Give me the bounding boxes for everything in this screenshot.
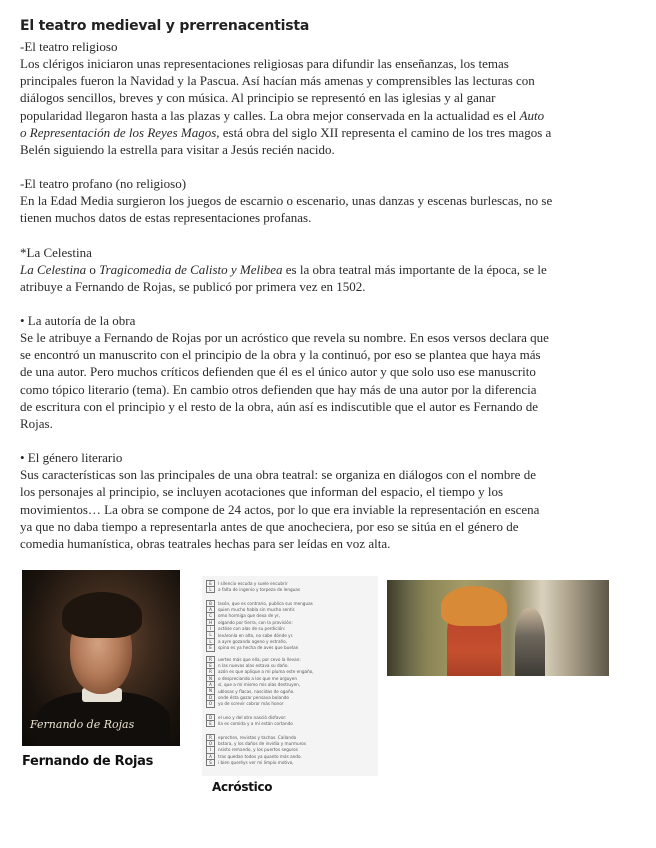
text-line: Los clérigos iniciaron unas representaciones religiosas para difundir las enseñanzas, los temas [20,56,509,71]
portrait-hair-shape [62,592,142,638]
acrostic-letter: C [206,612,215,619]
text-line: diálogos sencillos, breves y con música. Al principio se representó en las iglesias y al ganar [20,90,496,106]
acrostic-verse: lasón, que es contrario, publica sus menguas [218,600,313,606]
acrostic-row [206,669,314,675]
acrostic-letter: N [206,687,215,694]
text-line: es la obra teatral más importante de la época, se le [282,261,547,277]
acrostic-letter: E [206,644,215,651]
acrostic-letter: A [206,753,215,760]
acrostic-letter: D [206,694,215,701]
acrostic-row [206,740,306,746]
acrostic-verse: bstara, y los daños de invidia y murmuros [218,741,307,747]
connector-text: o [86,261,100,277]
text-line: de una autor. Pero muchos críticos defienden que él es el único autor y que solo uso ese manuscrito [20,364,536,380]
acrostic-row [206,586,300,592]
acrostic-letter: A [206,606,215,613]
painting-hair [441,586,507,626]
acrostic-letter: D [206,714,215,721]
portrait-image [22,570,180,746]
acrostic-verse: omo hormiga que dexa de yr, [218,613,281,619]
acrostic-verse: a falta de ingenio y torpeza de lenguas [218,587,301,593]
acrostic-verse: n las nuevas alas estava su daño. [218,663,289,669]
acrostic-verse: i bien queréys ver mi limpio motivo, [218,760,294,766]
acrostic-letter: B [206,600,215,607]
acrostic-letter: I [206,746,215,753]
acrostic-verse: azón es que aplique a mi pluma este engaño, [218,669,314,675]
acrostic-letter: E [206,662,215,669]
acrostic-block [206,580,300,593]
text-line: movimientos… La obra se compone de 24 actos, por lo que era inviable la representación en escena [20,501,540,517]
acrostic-caption: Acróstico [212,780,273,794]
acrostic-block [206,734,306,766]
acrostic-row [206,760,306,766]
acrostic-letter: L [206,586,215,593]
acrostic-verse: sí, que a mí mismo mis alas destruyen, [218,682,301,688]
paragraph-genero [20,466,636,552]
acrostic-letter: E [206,580,215,587]
acrostic-row [206,701,314,707]
acrostic-letter: N [206,675,215,682]
acrostic-verse: onde ésta gozar pensava bolando [218,695,289,701]
celestina-title: La Celestina [20,261,87,277]
section-heading-religioso: -El teatro religioso [20,39,118,54]
acrostic-image [202,576,378,776]
acrostic-letter: L [206,638,215,645]
text-line: En la Edad Media surgieron los juegos de escarnio o escenario, unas danzas y escenas burlescas, no se [20,193,553,209]
text-line: está obra del siglo XII representa el camino de los tres magos a [219,124,552,140]
acrostic-block [206,656,314,707]
acrostic-verse: leváronla en alto, no sabe dónde yr. [218,632,294,638]
acrostic-verse: tras quedan todos ya quanto más ando. [218,753,302,759]
acrostic-letter: L [206,631,215,638]
text-line: tienen muchos datos de estas representaciones profanas. [20,210,312,226]
acrostic-row [206,714,293,720]
acrostic-row [206,600,313,606]
text-line: Rojas. [20,416,53,432]
acrostic-verse: quien mucho habla sin mucho sentir. [218,607,296,613]
text-line: se encontró un manuscrito con el principio de la obra y la continuó, por eso se plantea que haya más [20,347,541,363]
acrostic-verse: actóse con alas de su perdición: [218,626,286,632]
text-line: de escritura con el principio y el resto de la obra, aún así es indiscutible que el autor es Fernando de [20,398,539,414]
acrostic-letter: H [206,619,215,626]
acrostic-verse: l silencio escuda y suele encubrir [218,580,288,586]
portrait-signature: Fernando de Rojas [30,718,135,731]
acrostic-row [206,580,300,586]
acrostic-verse: yo de screvir cobrar más honor [218,701,284,707]
document-body [20,18,636,552]
acrostic-letter: E [206,720,215,727]
acrostic-verse: olgando por tierra, con la provisión: [218,619,293,625]
acrostic-verse: o despreciando a los que me arguyen [218,675,297,681]
acrostic-letter: S [206,759,215,766]
acrostic-block [206,714,293,727]
text-line: comedia humanística, obras teatrales hechas para ser leídas en voz alta. [20,536,391,552]
paragraph-profano [20,192,636,226]
acrostic-letter: A [206,681,215,688]
paragraph-religioso: Los clérigos iniciaron unas representaciones religiosas para difundir las enseñanzas, los temas principales fueron la Navidad y la Pascua. Así hacían más amenas y comprensibles las lecturas con diálogos sencillos, breves y con música. Al principio se representó en las iglesias y al ganar popularidad llegaron hasta a las plazas y calles. La obra mejor conservada en la actualidad es el Auto o Representación de los Reyes Magos, está obra del siglo XII representa el camino de los tres magos a Belén siguiendo la estrella para visitar a Jesús recién nacido. [20,56,552,158]
acrostic-letter: R [206,668,215,675]
acrostic-letter: R [206,734,215,741]
paragraph-autoria [20,329,636,432]
section-heading-autoria: • La autoría de la obra [20,313,136,329]
text-line: principales fueron la Navidad y la Pascua. Así hacían más amenas y comprensibles las lecturas con [20,73,535,89]
celestina-painting [387,580,609,676]
document-title: El teatro medieval y prerrenacentista [20,18,310,34]
acrostic-verse: uertes más que ella, por cevo la llevan: [218,656,301,662]
section-heading-profano: -El teatro profano (no religioso) [20,176,187,192]
auto-word: Auto [519,107,545,123]
text-line: atribuye a Fernando de Rojas, se publicó por primera vez en 1502. [20,278,366,294]
acrostic-letter: I [206,625,215,632]
portrait-caption: Fernando de Rojas [22,754,154,769]
acrostic-block [206,600,313,651]
acrostic-row [206,747,306,753]
acrostic-letter: O [206,740,215,747]
acrostic-row [206,734,306,740]
acrostic-verse: a ayre gozando ageno y estraño, [218,639,288,645]
auto-title: o Representación de los Reyes Magos [20,124,217,140]
tragicomedia-title: Tragicomedia de Calisto y Melibea [99,261,283,277]
acrostic-letter: R [206,656,215,663]
text-line: Sus características son las principales de una obra teatral: se organiza en diálogos con el nombre de [20,467,536,483]
acrostic-row [206,682,314,688]
acrostic-verse: nsisto remando, y los puertos seguros [218,747,298,753]
acrostic-verse: spina es ya hecha de aves que buelan [218,645,299,651]
text-line: Se le atribuye a Fernando de Rojas por un acróstico que revela su nombre. En esos versos declara que [20,330,549,346]
text-line: Belén siguiendo la estrella para visitar a Jesús recién nacido. [20,142,335,158]
acrostic-letter: O [206,700,215,707]
acrostic-verse: ublosas y flacas, nascidas de ogaño. [218,688,295,694]
acrostic-row [206,656,314,662]
painting-figure-celestina [515,608,545,676]
text-line: los personajes al principio, se incluyen acotaciones que informan del espacio, el tiempo y los [20,484,504,500]
text-line: como tópico literario (tema). En cambio otros defienden que hay más de una autor por la diferencia [20,381,537,397]
text-line: popularidad llegaron hasta a las plazas y calles. La obra mejor conservada en la actualidad es el [20,107,520,123]
acrostic-verse: eproches, revistas y tachas. Callando [218,734,297,740]
section-heading-celestina: *La Celestina [20,244,92,260]
acrostic-verse: lla es comida y a mí están cortando [218,721,293,727]
acrostic-row [206,720,293,726]
section-heading-genero: • El género literario [20,450,123,466]
acrostic-row [206,753,306,759]
acrostic-row [206,645,313,651]
paragraph-celestina [20,261,636,295]
text-line: ya que no daba tiempo a representarla antes de que anocheciera, por eso se sitúa en el género de [20,518,519,534]
acrostic-verse: el uno y del otro nasció disfavor: [218,714,287,720]
